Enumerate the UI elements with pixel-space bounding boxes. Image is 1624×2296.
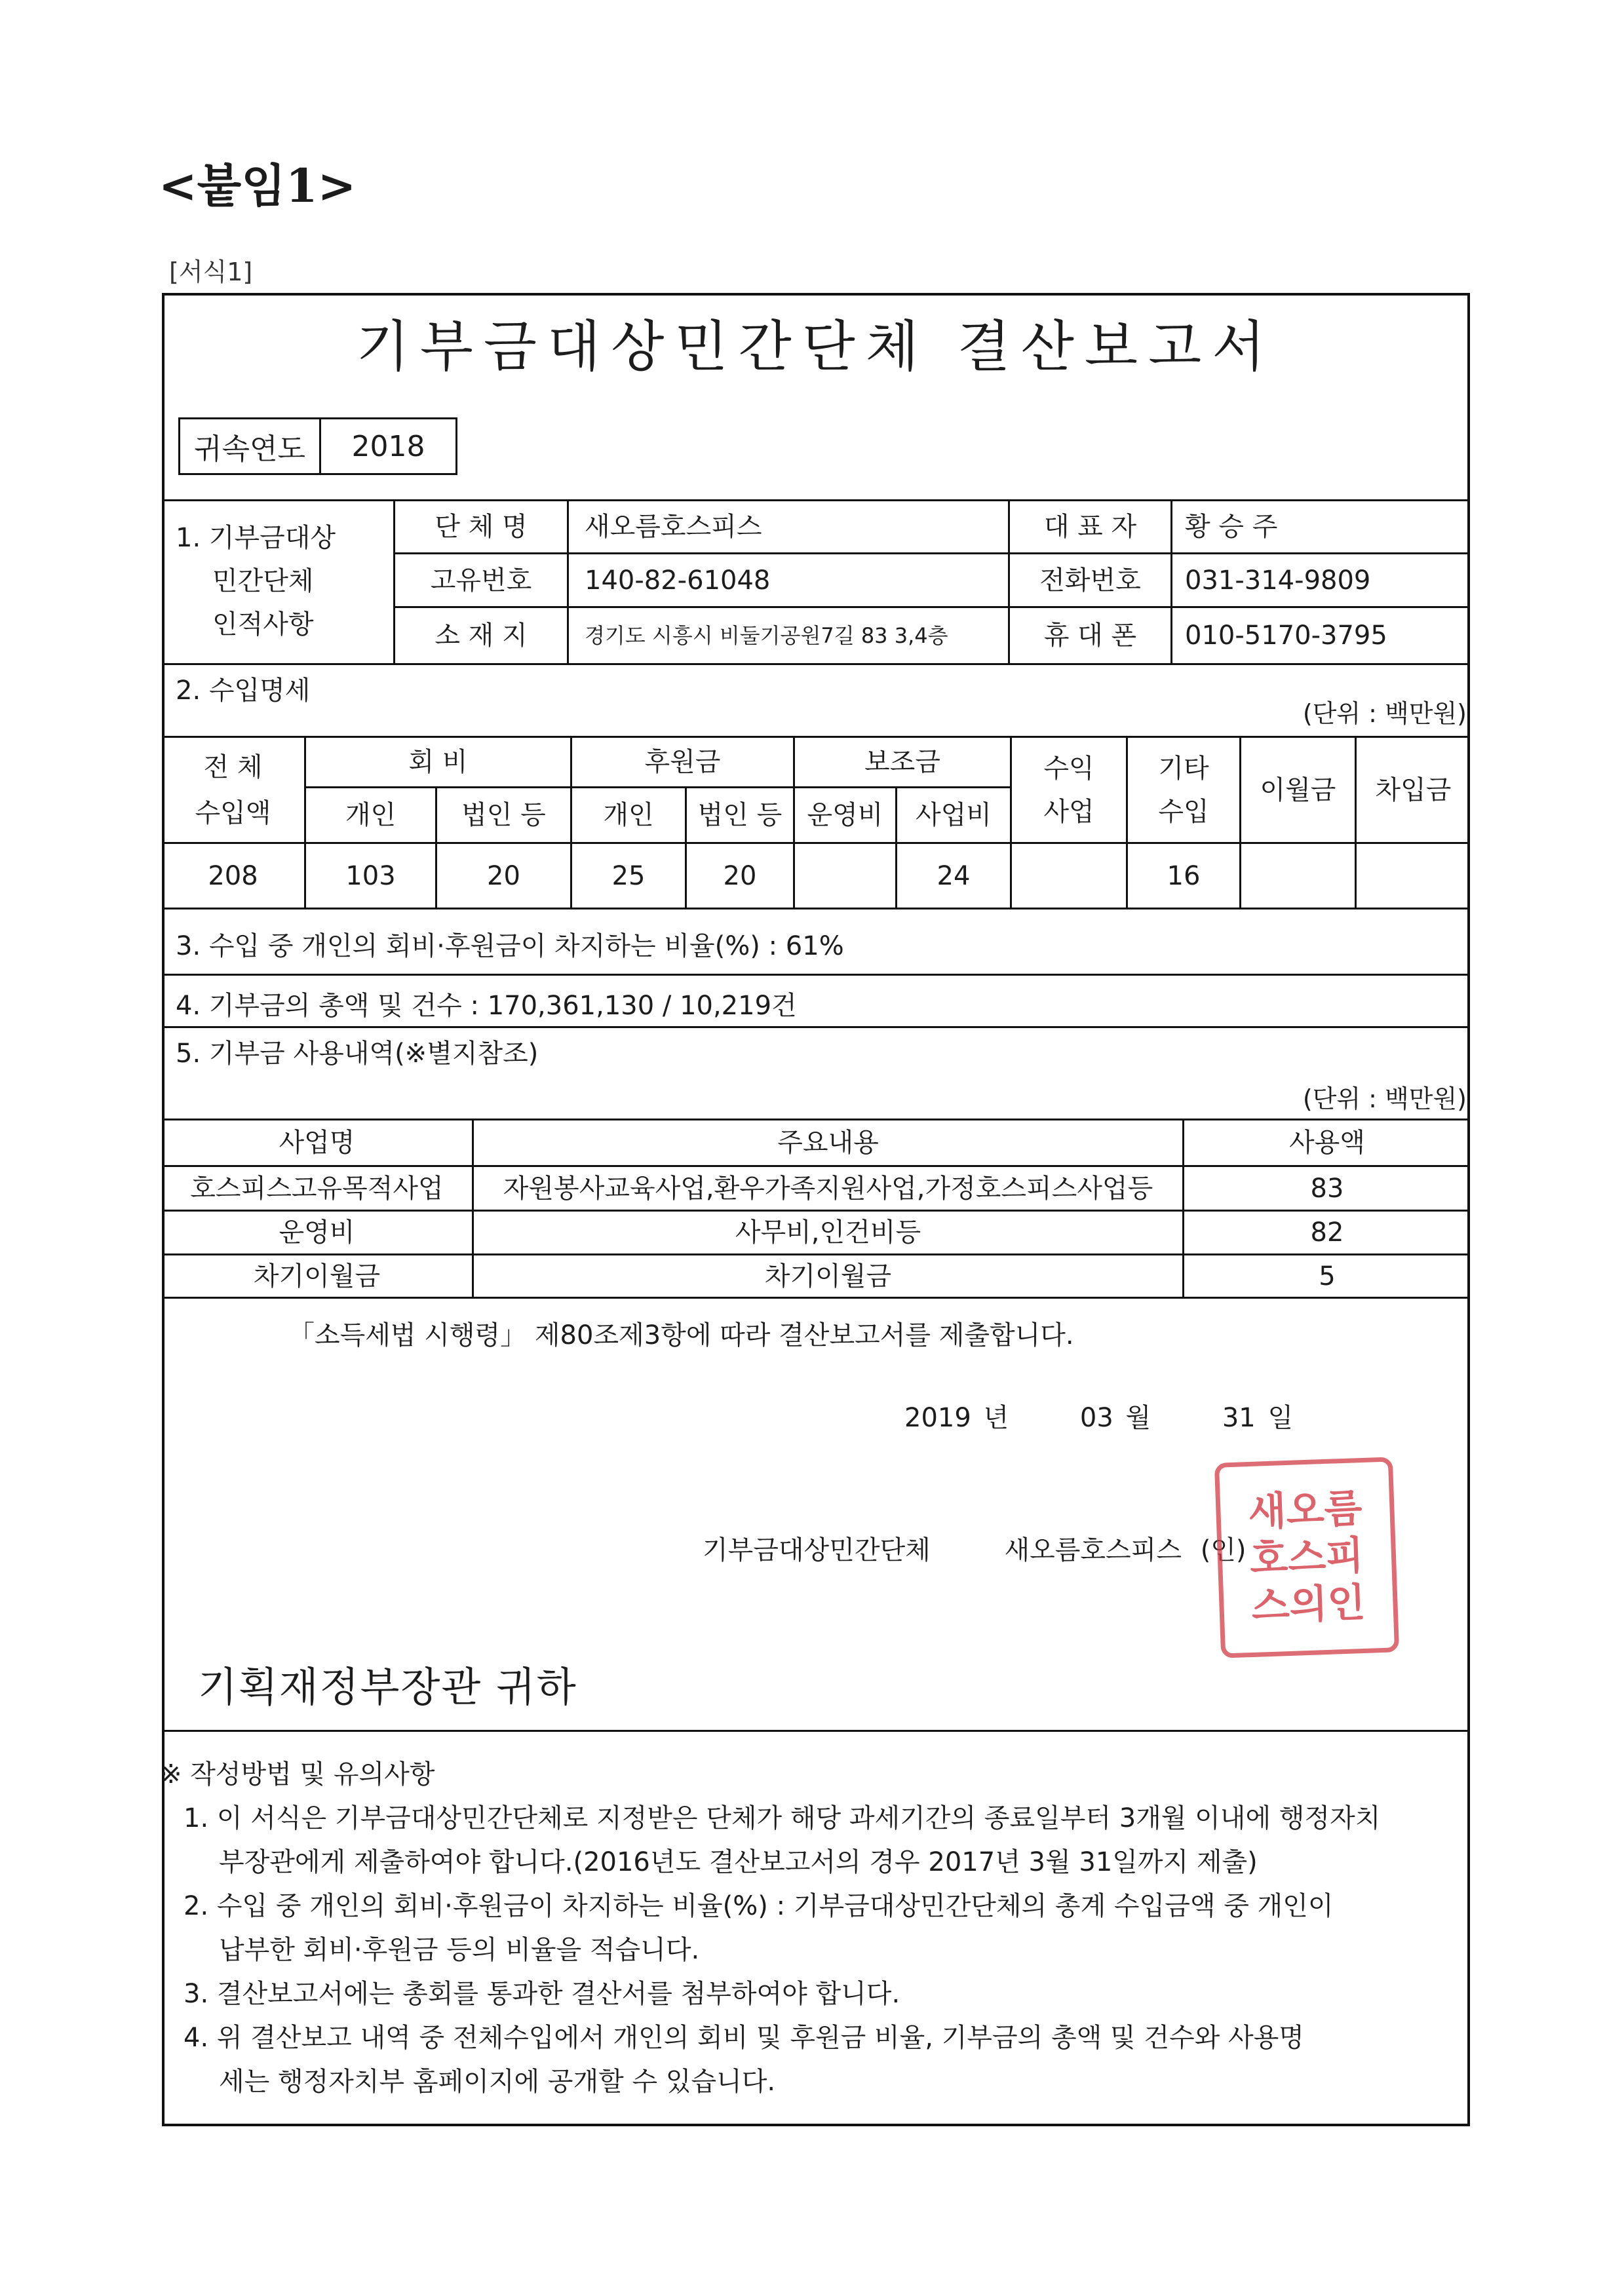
- report-date: 2019 년 03 월 31 일: [904, 1403, 1294, 1433]
- section5-label: 5. 기부금 사용내역(※별지참조): [176, 1039, 539, 1069]
- usage-row-3-content: 차기이월금: [764, 1261, 892, 1292]
- addressee: 기획재정부장관 귀하: [198, 1663, 577, 1711]
- signature-org-type: 기부금대상민간단체: [703, 1535, 931, 1565]
- income-member-corporate-value: 20: [487, 860, 520, 891]
- usage-table-bottom-line: [162, 1297, 1470, 1299]
- document-title: 기부금대상민간단체 결산보고서: [356, 315, 1276, 379]
- phone-label: 전화번호: [1039, 565, 1141, 596]
- signature-seal-mark: (인): [1200, 1535, 1247, 1565]
- income-other-value: 16: [1167, 860, 1201, 891]
- section4-top-border: [162, 974, 1470, 976]
- attachment-label: <붙임1>: [159, 159, 357, 213]
- income-header-member-individual: 개인: [345, 800, 396, 830]
- section1-label: 1. 기부금대상 민간단체 인적사항: [176, 523, 336, 640]
- fiscal-year-box: [178, 417, 457, 475]
- notes-top-border: [162, 1730, 1470, 1732]
- usage-header-content: 주요내용: [777, 1128, 879, 1158]
- note-line-5: 3. 결산보고서에는 총회를 통과한 결산서를 첨부하여야 합니다.: [184, 1979, 900, 2009]
- income-carryover-value: [1241, 844, 1355, 908]
- section2-unit: (단위 : 백만원): [1302, 699, 1467, 728]
- note-line-2: 부장관에게 제출하여야 합니다.(2016년도 결산보고서의 경우 2017년 3월 31일까지 제출): [219, 1847, 1258, 1877]
- income-header-sponsor-individual: 개인: [603, 800, 654, 830]
- usage-header-amount: 사용액: [1289, 1128, 1365, 1158]
- address-value: 경기도 시흥시 비둘기공원7길 83 3,4층: [585, 623, 948, 648]
- income-header-project: 사업비: [916, 800, 992, 830]
- notes-list: [184, 1797, 1468, 2104]
- income-subsidy-operating-value: [795, 844, 895, 908]
- income-header-membership: 회 비: [408, 747, 468, 777]
- income-total-value: 208: [208, 860, 258, 891]
- mobile-label: 휴 대 폰: [1043, 621, 1137, 651]
- income-subsidy-project-value: 24: [937, 860, 971, 891]
- income-header-subsidy: 보조금: [864, 747, 940, 777]
- representative-label: 대 표 자: [1043, 512, 1137, 542]
- usage-header-project: 사업명: [279, 1128, 355, 1158]
- section1-divider-b: [567, 499, 569, 663]
- income-borrowing-value: [1357, 844, 1470, 908]
- registration-no-label: 고유번호: [430, 565, 532, 596]
- note-line-4: 납부한 회비·후원금 등의 비율을 적습니다.: [219, 1935, 700, 1965]
- fiscal-year-value: 2018: [351, 429, 425, 463]
- official-seal: 새오름 호스피 스의인: [1214, 1457, 1399, 1658]
- section4-total-text: 4. 기부금의 총액 및 건수 : 170,361,130 / 10,219건: [176, 991, 797, 1021]
- section3-top-border: [162, 908, 1470, 909]
- income-sponsor-corporate-value: 20: [723, 860, 757, 891]
- notes-heading: ※ 작성방법 및 유의사항: [160, 1759, 435, 1789]
- submission-statement: 「소득세법 시행령」 제80조제3항에 따라 결산보고서를 제출합니다.: [288, 1320, 1074, 1350]
- form-number: [서식1]: [169, 258, 253, 286]
- income-header-operating: 운영비: [807, 800, 883, 830]
- section3-ratio-text: 3. 수입 중 개인의 회비·후원금이 차지하는 비율(%) : 61%: [176, 931, 844, 961]
- income-revenue-project-value: [1012, 844, 1126, 908]
- org-name-value: 새오름호스피스: [585, 512, 762, 542]
- income-header-sponsorship: 후원금: [644, 747, 721, 777]
- income-sponsor-individual-value: 25: [611, 860, 646, 891]
- note-line-1: 1. 이 서식은 기부금대상민간단체로 지정받은 단체가 해당 과세기간의 종료일부터 3개월 이내에 행정자치: [184, 1803, 1381, 1833]
- income-header-total: 전 체 수입액: [195, 752, 271, 828]
- income-header-sponsor-corporate: 법인 등: [697, 800, 783, 830]
- section5-top-border: [162, 1026, 1470, 1028]
- usage-row-3-amount: 5: [1319, 1261, 1336, 1292]
- income-header-member-corporate: 법인 등: [461, 800, 546, 830]
- mobile-value: 010-5170-3795: [1185, 621, 1387, 651]
- signature-line: [703, 1529, 1247, 1567]
- representative-value: 황 승 주: [1185, 512, 1278, 542]
- note-line-7: 세는 행정자치부 홈페이지에 공개할 수 있습니다.: [219, 2067, 776, 2097]
- phone-value: 031-314-9809: [1185, 565, 1371, 596]
- usage-row-2-content: 사무비,인건비등: [735, 1217, 921, 1248]
- income-header-other: 기타 수입: [1158, 753, 1209, 827]
- income-member-individual-value: 103: [345, 860, 396, 891]
- income-header-borrowing: 차입금: [1375, 775, 1452, 805]
- note-line-3: 2. 수입 중 개인의 회비·후원금이 차지하는 비율(%) : 기부금대상민간단체의 총계 수입금액 중 개인이: [184, 1891, 1334, 1921]
- income-header-carryover: 이월금: [1260, 775, 1336, 805]
- fiscal-year-label: 귀속연도: [180, 419, 321, 473]
- usage-row-1-content: 자원봉사교육사업,환우가족지원사업,가정호스피스사업등: [503, 1173, 1153, 1204]
- usage-row-3-project: 차기이월금: [253, 1261, 381, 1292]
- org-name-label: 단 체 명: [435, 512, 528, 542]
- usage-row-1-amount: 83: [1310, 1173, 1344, 1204]
- section1-divider-d: [1170, 499, 1172, 663]
- signature-org-name: 새오름호스피스: [1004, 1535, 1182, 1565]
- section2-top-border: [162, 663, 1470, 665]
- usage-row-2-amount: 82: [1310, 1217, 1344, 1248]
- income-header-revenue-project: 수익 사업: [1043, 753, 1094, 827]
- registration-no-value: 140-82-61048: [585, 565, 771, 596]
- section5-unit: (단위 : 백만원): [1302, 1084, 1467, 1113]
- section2-label: 2. 수입명세: [176, 676, 311, 706]
- note-line-6: 4. 위 결산보고 내역 중 전체수입에서 개인의 회비 및 후원금 비율, 기부금의 총액 및 건수와 사용명: [184, 2023, 1304, 2053]
- usage-row-1-project: 호스피스고유목적사업: [190, 1173, 444, 1204]
- usage-row-2-project: 운영비: [279, 1217, 355, 1248]
- address-label: 소 재 지: [435, 621, 528, 651]
